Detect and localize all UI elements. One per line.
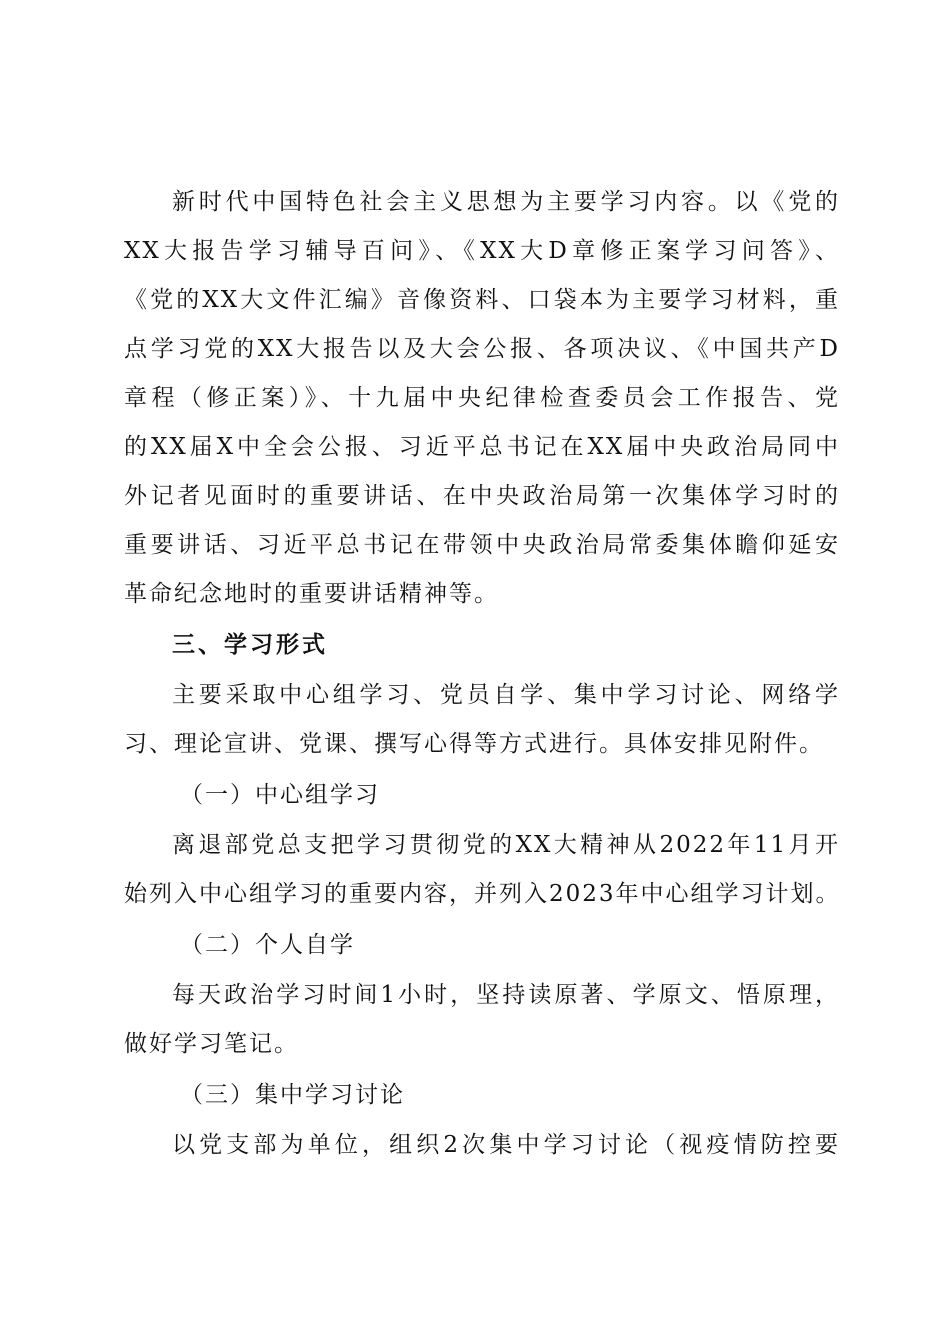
subsection-heading-central-group: （一）中心组学习 bbox=[180, 782, 380, 808]
text-line: 始列入中心组学习的重要内容，并列入2023年中心组学习计划。 bbox=[124, 881, 841, 907]
document-body bbox=[124, 178, 840, 1170]
subsection-heading-self-study: （二）个人自学 bbox=[180, 932, 355, 958]
text-line: 革命纪念地时的重要讲话精神等。 bbox=[124, 581, 499, 607]
text-line: 《党的XX大文件汇编》音像资料、口袋本为主要学习材料，重 bbox=[124, 287, 840, 313]
section-heading-study-forms: 三、学习形式 bbox=[172, 632, 328, 658]
paragraph-group-discussion bbox=[124, 1121, 840, 1170]
paragraph-study-content bbox=[124, 178, 840, 619]
text-line: 重要讲话、习近平总书记在带领中央政治局常委集体瞻仰延安 bbox=[124, 532, 840, 558]
text-line: 以党支部为单位，组织2次集中学习讨论（视疫情防控要 bbox=[172, 1132, 840, 1158]
text-line: XX大报告学习辅导百问》、《XX大D章修正案学习问答》、 bbox=[124, 238, 840, 264]
text-line: 做好学习笔记。 bbox=[124, 1031, 299, 1057]
text-line: 主要采取中心组学习、党员自学、集中学习讨论、网络学 bbox=[172, 682, 840, 708]
paragraph-study-forms-intro bbox=[124, 671, 840, 769]
paragraph-self-study bbox=[124, 971, 840, 1069]
paragraph-central-group bbox=[124, 821, 840, 919]
text-line: 的XX届X中全会公报、习近平总书记在XX届中央政治局同中 bbox=[124, 434, 840, 460]
text-line: 每天政治学习时间1小时，坚持读原著、学原文、悟原理， bbox=[172, 982, 840, 1008]
subsection-heading-group-discussion: （三）集中学习讨论 bbox=[180, 1082, 405, 1108]
text-line: 离退部党总支把学习贯彻党的XX大精神从2022年11月开 bbox=[172, 832, 840, 858]
text-line: 章程（修正案）》、十九届中央纪律检查委员会工作报告、党 bbox=[124, 385, 840, 411]
text-line: 习、理论宣讲、党课、撰写心得等方式进行。具体安排见附件。 bbox=[124, 731, 824, 757]
text-line: 外记者见面时的重要讲话、在中央政治局第一次集体学习时的 bbox=[124, 483, 840, 509]
text-line: 新时代中国特色社会主义思想为主要学习内容。以《党的 bbox=[172, 189, 840, 215]
text-line: 点学习党的XX大报告以及大会公报、各项决议、《中国共产D bbox=[124, 336, 840, 362]
